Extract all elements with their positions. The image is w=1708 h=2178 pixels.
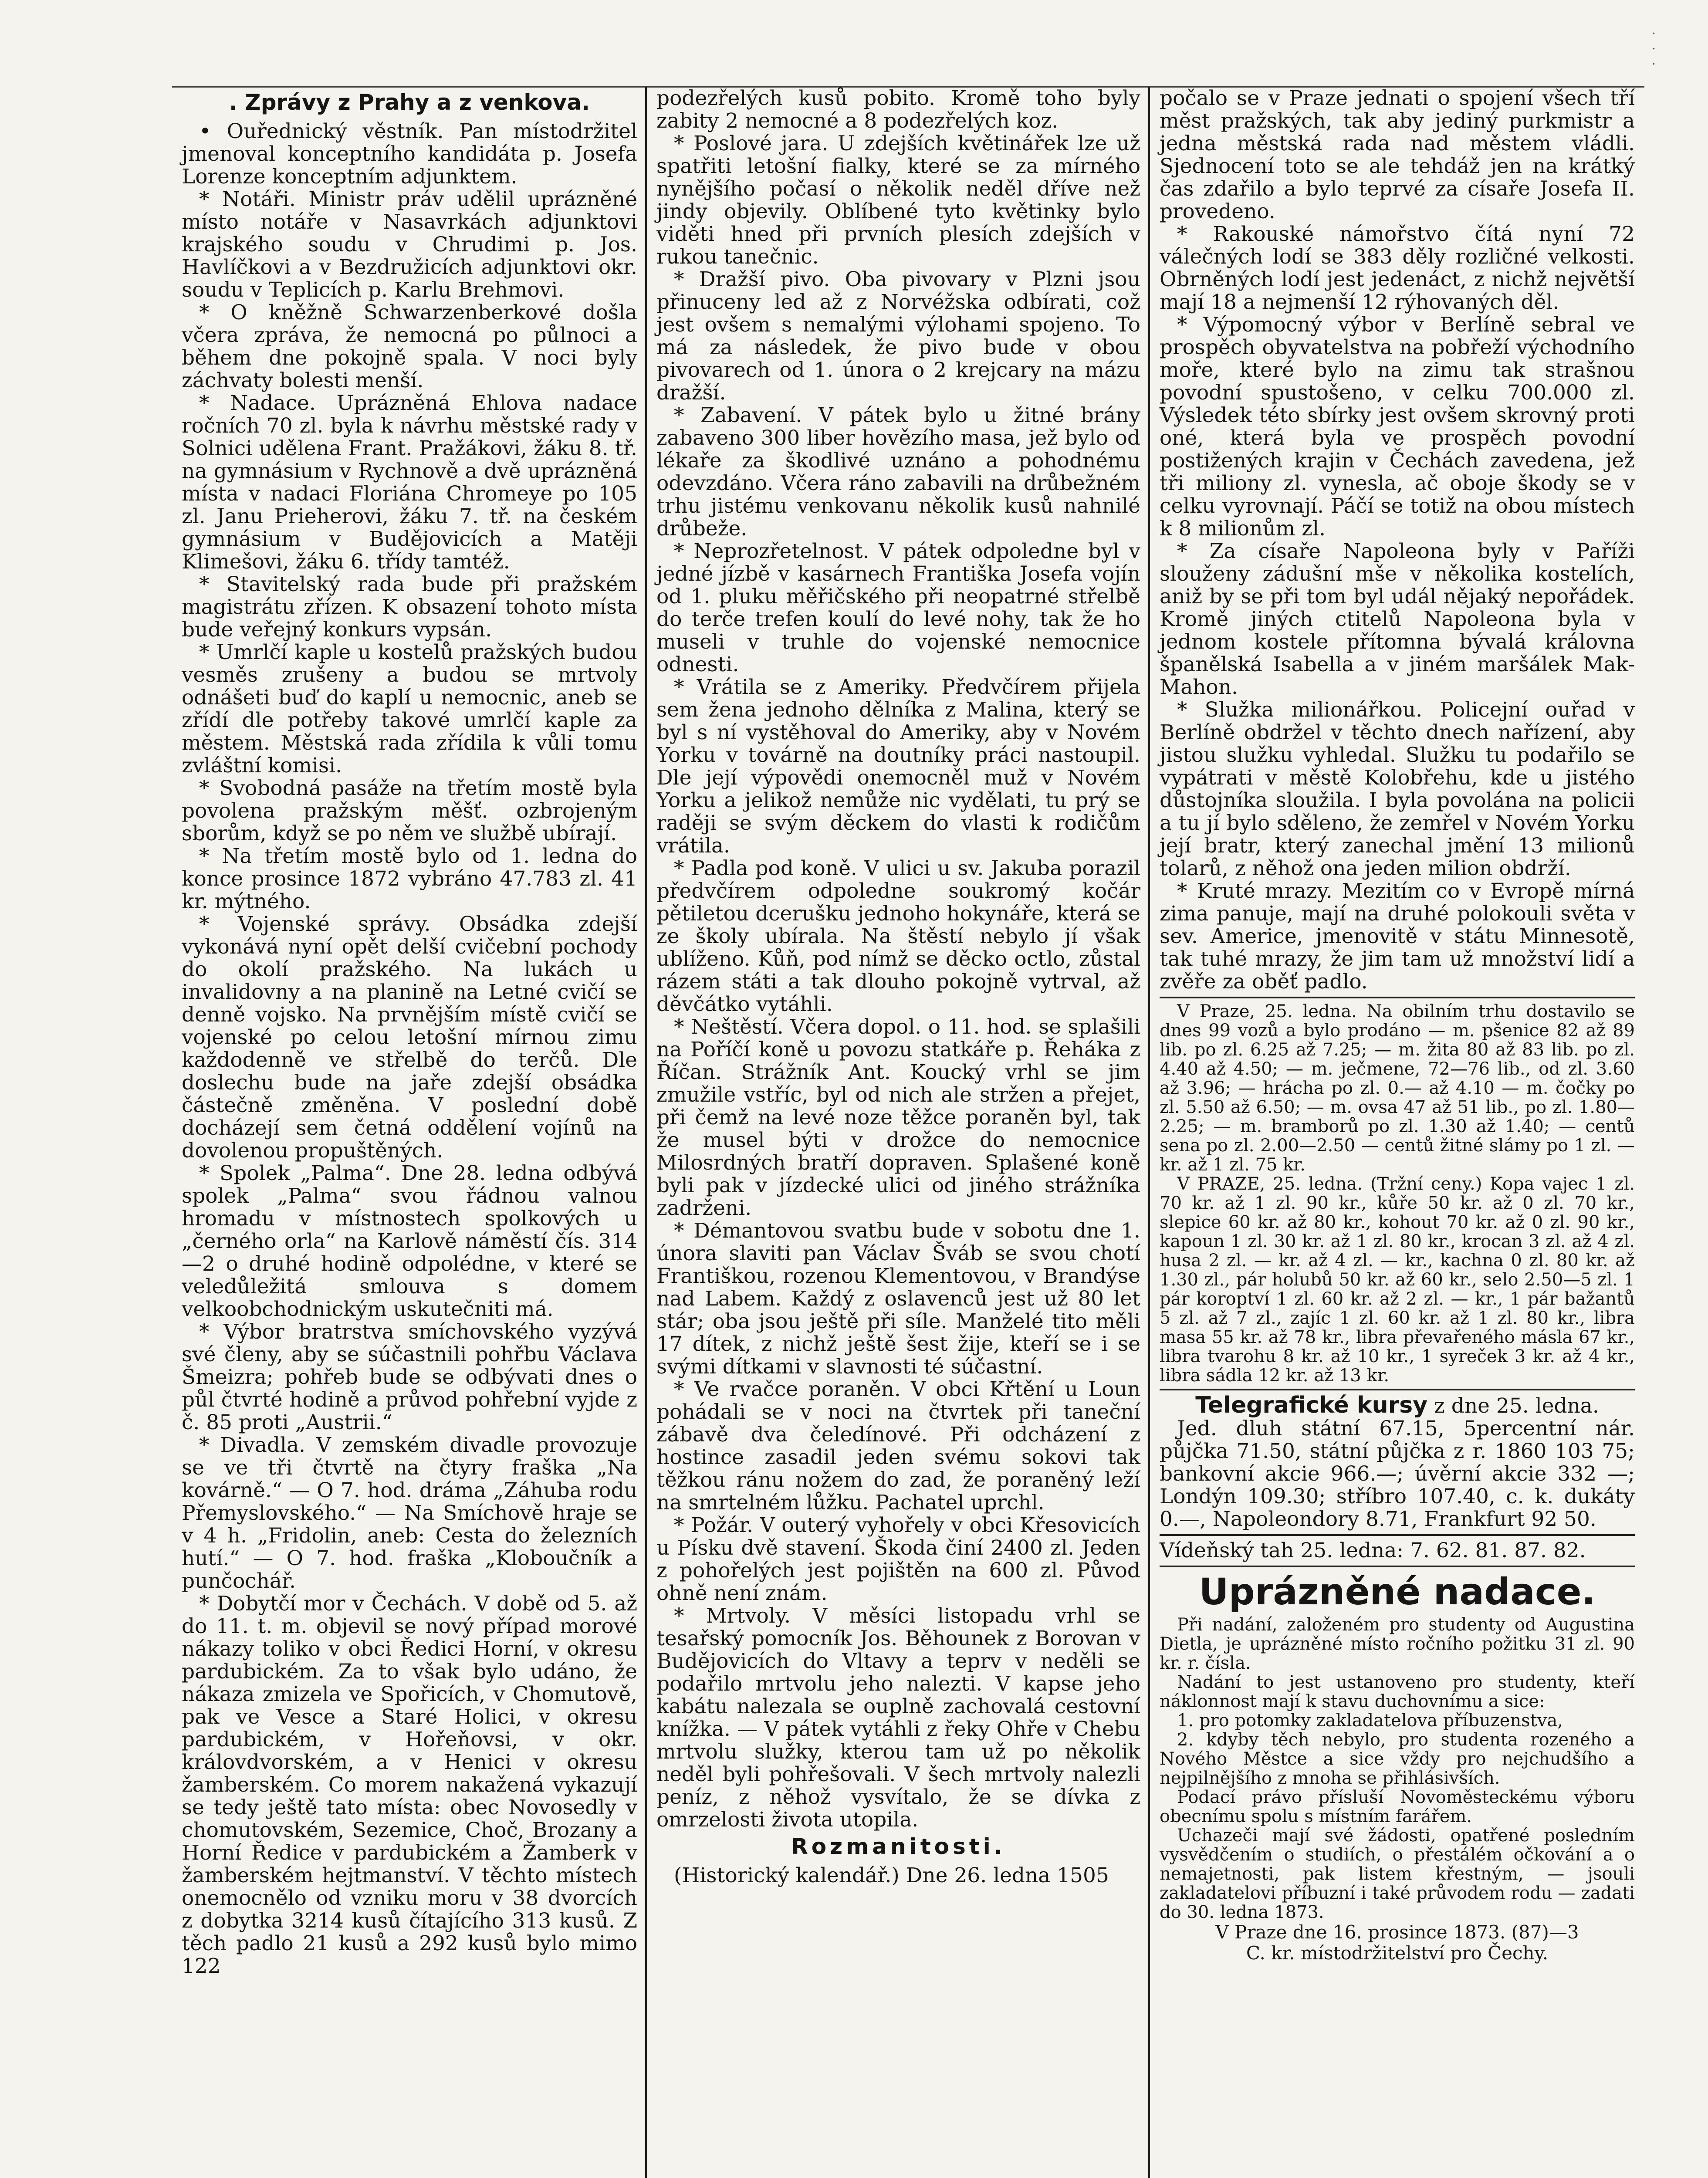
article-paragraph: * Ve rvačce poraněn. V obci Křtění u Loun pohádali se v noci na čtvrtek při taneční zábavě dva čeledínové. Při odcházení z hostince zasadil jeden svému sokovi tak těžkou ránu nožem do zad, že poraněný leží na smrtelném lůžku. Pachatel uprchl. [656, 1377, 1140, 1515]
article-paragraph: podezřelých kusů pobito. Kromě toho byly zabity 2 nemocné a 8 podezřelých koz. [656, 87, 1140, 133]
article-paragraph: * Výbor bratrstva smíchovského vyzývá své členy, aby se súčastnili pohřbu Václava Šmeizra; pohřeb bude se odbývati dnes o půl čtvrté hodině a průvod pohřební vyjde z č. 85 proti „Austrii.“ [182, 1320, 637, 1434]
market-report: V PRAZE, 25. ledna. (Tržní ceny.) Kopa vajec 1 zl. 70 kr. až 1 zl. 90 kr., kůře 50 kr. až 0 zl. 70 kr., slepice 60 kr. až 80 kr., kohout 70 kr. až 0 zl. 90 kr., kapoun 1 zl. 30 kr. až 1 zl. 80 kr., krocan 3 zl. až 4 zl. husa 2 zl. — kr. až 4 zl. — kr., kachna 0 zl. 80 kr. až 1.30 zl., pár holubů 50 kr. až 60 kr., selo 2.50—5 zl. 1 pár koroptví 1 zl. 60 kr. až 2 zl. — kr., 1 pár bažantů 5 zl. až 7 zl., zajíc 1 zl. 60 kr. až 1 zl. 80 kr., libra masa 55 kr. až 78 kr., libra převařeného másla 67 kr., libra tvarohu 8 kr. až 10 kr., 1 syreček 3 kr. až 4 kr., libra sádla 12 kr. až 13 kr. [1160, 1174, 1635, 1386]
article-paragraph: * Služka milionářkou. Policejní ouřad v Berlíně obdržel v těchto dnech nařízení, aby jistou služku vyhledal. Služku tu podařilo se vypátrati v městě Kolobřehu, kde u jistého důstojníka sloužila. I byla povolána na policii a tu jí bylo sděleno, že zemřel v Novém Yorku její bratr, který zanechal jmění 13 milionů tolarů, z něhož ona jeden milion obdrží. [1160, 698, 1635, 880]
article-paragraph: * Umrlčí kaple u kostelů pražských budou vesměs zrušeny a budou se mrtvoly odnášeti buď do kaplí u nemocnic, aneb se zřídí dle potřeby takové umrlčí kaple za městem. Městská rada zřídila k vůli tomu zvláštní komisi. [182, 640, 637, 778]
signature-date: V Praze dne 16. prosince 1873. [1215, 1921, 1506, 1943]
article-paragraph: * Rakouské námořstvo čítá nyní 72 válečných lodí se 383 děly rozličné velkosti. Obrněných lodí jest jedenáct, z nichž největší mají 18 a nejmenší 12 rýhovaných děl. [1160, 222, 1635, 314]
article-paragraph: * Stavitelský rada bude při pražském magistrátu zřízen. K obsazení tohoto místa bude veřejný konkurs vypsán. [182, 572, 637, 642]
article-paragraph: * Nadace. Uprázněná Ehlova nadace ročních 70 zl. byla k návrhu městské rady v Solnici udělena Frant. Pražákovi, žáku 8. tř. na gymnásium v Rychnově a dvě uprázněná místa v nadaci Floriána Chromeye po 105 zl. Janu Prieherovi, žáku 7. tř. na českém gymnásium v Budějovicích a Matěji Klimešovi, žáku 6. třídy tamtéž. [182, 391, 637, 574]
rozmanitosti-line: (Historický kalendář.) Dne 26. ledna 1505 [674, 1863, 1109, 1887]
article-paragraph: * Požár. V outerý vyhořely v obci Křesovicích u Písku dvě stavení. Škoda činí 2400 zl. Jeden z pohořelých jest pojištěn na 600 zl. Původ ohně není znám. [656, 1513, 1140, 1605]
signature-block [1160, 1922, 1635, 1964]
kursy-title-line [1160, 1394, 1635, 1417]
article-paragraph: * Neprozřetelnost. V pátek odpoledne byl v jedné jízbě v kasárnech Františka Josefa vojín od 1. pluku měřičského při neopatrné střelbě do terče trefen koulí do levé nohy, tak že ho museli v truhle do vojenské nemocnice odnesti. [656, 539, 1140, 676]
article-paragraph: * Na třetím mostě bylo od 1. ledna do konce prosince 1872 vybráno 47.783 zl. 41 kr. mýtného. [182, 844, 637, 913]
article-paragraph: * Spolek „Palma“. Dne 28. ledna odbývá spolek „Palma“ svou řádnou valnou hromadu v místnostech spolkových u „černého orla“ na Karlově náměstí čís. 314—2 o druhé hodině odpolédne, v které se veledůležitá smlouva s domem velkoobchodnickým uskutečniti má. [182, 1161, 637, 1321]
article-paragraph: * Neštěstí. Včera dopol. o 11. hod. se splašili na Poříčí koně u povozu statkáře p. Řeháka z Říčan. Strážník Ant. Koucký vrhl se jim zmužile vstříc, byl od nich ale stržen a přejet, při čemž na levé noze těžce poraněn byl, tak že musel býti v drožce do nemocnice Milosrdných bratří dopraven. Splašené koně byli pak v jízdecké ulici od jiného strážníka zadrženi. [656, 1015, 1140, 1220]
section-divider [1160, 1389, 1635, 1390]
column-1 [172, 87, 647, 2178]
article-paragraph: * O kněžně Schwarzenberkové došla včera zpráva, že nemocná po půlnoci a během dne pokojně spala. V noci byly záchvaty bolesti menší. [182, 301, 637, 392]
kursy-date: z dne 25. ledna. [1434, 1394, 1599, 1418]
article-paragraph: * Vojenské správy. Obsádka zdejší vykonává nyní opět delší cvičební pochody do okolí pražského. Na lukách u invalidovny a na planině na Letné cvičí se denně vojsko. Na prvnějším místě cvičí se vojenské po celou letošní mírnou zimu každodenně ve střelbě do terčů. Dle doslechu bude na jaře zdejší obsádka částečně změněna. V poslední době docházejí sem četná oddělení vojínů na dovolenou propuštěných. [182, 912, 637, 1163]
column-2 [647, 87, 1150, 2178]
kursy-heading: Telegrafické kursy [1195, 1392, 1428, 1418]
section-divider [1160, 997, 1635, 998]
nadace-paragraph: Nadání to jest ustanoveno pro studenty, kteří náklonnost mají k stavu duchovnímu a sice: [1160, 1672, 1635, 1711]
nadace-paragraph: Uchazeči mají své žádosti, opatřené posledním vysvědčením o studiích, o přestálém očkování a o nemajetnosti, pak listem křestným, — jsouli zakladatelovi příbuzní i také průvodem rodu — zadati do 30. ledna 1873. [1160, 1826, 1635, 1922]
nadace-paragraph: 2. kdyby těch nebylo, pro studenta rozeného a Nového Městce a sice vždy pro nejchudšího a nejpilnějšího z mnoha se přihlásivších. [1160, 1730, 1635, 1788]
article-paragraph: * Poslové jara. U zdejších květinářek lze už spatřiti letošní fialky, které se za mírného nynějšího počasí o několik neděl dříve než jindy objevily. Oblíbené tyto květinky bylo viděti hned při prvních plesích zdejších v rukou tanečnic. [656, 132, 1140, 269]
article-paragraph: * Svobodná pasáže na třetím mostě byla povolena pražským měšť. ozbrojeným sborům, když se po něm ve službě ubírají. [182, 776, 637, 845]
article-paragraph: * Zabavení. V pátek bylo u žitné brány zabaveno 300 liber hovězího masa, jež bylo od lékaře za škodlivé uznáno a pohodnému odevzdáno. Včera ráno zabavili na drůbežném trhu jistému venkovanu několik kusů nahnilé drůbeže. [656, 403, 1140, 541]
page-edge-marks: · · · [1651, 26, 1656, 72]
nadace-heading: Uprázněné nadace. [1199, 1570, 1596, 1613]
article-paragraph: * Padla pod koně. V ulici u sv. Jakuba porazil předvčírem odpoledne soukromý kočár pětiletou dcerušku jednoho hokynáře, která se ze školy ubírala. Na štěstí nebylo jí však ublíženo. Kůň, pod nímž se děcko octlo, zůstal rázem státi a tak dlouho pokojně vytrval, až děvčátko vytáhli. [656, 856, 1140, 1016]
rozmanitosti-heading: Rozmanitosti. [791, 1834, 1006, 1859]
article-paragraph: * Dobytčí mor v Čechách. V době od 5. až do 11. t. m. objevil se nový případ morové nákazy toliko v obci Ředici Horní, v okresu pardubickém. Za to však bylo udáno, že nákaza zmizela ve Spořicích, v Chomutově, pak ve Vesce a Staré Holici, v okresu pardubickém, v Hořeňovsi, v okr. královdvorském, a v Henici v okresu žamberském. Co morem nakažená vykazují se tedy ještě tato místa: obec Novosedly v chomutovském, Sezemice, Choč, Brozany a Horní Ředice v pardubickém a Žamberk v žamberském hejtmanství. V těchto místech onemocnělo od vzniku moru v 38 dvorcích z dobytka 3214 kusů čítajícího 313 kusů. Z těch padlo 21 kusů a 292 kusů bylo mimo 122 [182, 1592, 637, 1978]
article-paragraph: * Divadla. V zemském divadle provozuje se ve tři čtvrtě na čtyry fraška „Na kovárně.“ — O 7. hod. dráma „Záhuba rodu Přemyslovského.“ — Na Smíchově hraje se v 4 h. „Fridolin, aneb: Cesta do železních hutí.“ — O 7. hod. fraška „Kloboučník a punčochář. [182, 1433, 637, 1593]
article-paragraph: * Notáři. Ministr práv udělil uprázněné místo notáře v Nasavrkách adjunktovi krajského soudu v Chrudimi p. Jos. Havlíčkovi a v Bezdružicích adjunktovi okr. soudu v Teplicích p. Karlu Brehmovi. [182, 187, 637, 302]
article-paragraph: * Dražší pivo. Oba pivovary v Plzni jsou přinuceny led až z Norvéžska odbírati, což jest ovšem s nemalými výlohami spojeno. To má za následek, že pivo bude v obou pivovarech od 1. února o 2 krejcary na mázu dražší. [656, 267, 1140, 405]
article-paragraph: * Za císaře Napoleona byly v Paříži slouženy zádušní mše v několika kostelích, aniž by se při tom byl udál nějaký nepořádek. Kromě jiných ctitelů Napoleona byla v jednom kostele přítomna bývalá královna španělská Isabella a v jiném maršálek Mak-Mahon. [1160, 539, 1635, 699]
column-3 [1150, 87, 1644, 2178]
article-paragraph: * Mrtvoly. V měsíci listopadu vrhl se tesařský pomocník Jos. Běhounek z Borovan v Budějovicích do Vltavy a teprv v neděli se podařilo mrtvolu jeho nalezti. V kapse jeho kabátu nalezala se ouplně zachovalá cestovní knížka. — V pátek vytáhli z řeky Ohře v Chebu mrtvolu služky, kterou tam už po několik neděl byli pohřešovali. V šech mrtvoly nalezli peníz, z něhož vysvítalo, že se dívka z omrzelosti života utopila. [656, 1604, 1140, 1832]
signature-office: C. kr. místodržitelství pro Čechy. [1246, 1942, 1549, 1964]
nadace-paragraph: Podací právo přísluší Novoměsteckému výboru obecnímu spolu s místním farářem. [1160, 1787, 1635, 1826]
signature-code: (87)—3 [1511, 1921, 1579, 1943]
lottery-draw: Vídeňský tah 25. ledna: 7. 62. 81. 87. 82. [1160, 1539, 1586, 1562]
section-divider [1160, 1566, 1635, 1567]
article-paragraph: • Ouřednický věstník. Pan místodržitel jmenoval konceptního kandidáta p. Josefa Lorenze konceptním adjunktem. [182, 119, 637, 189]
article-paragraph: * Vrátila se z Ameriky. Předvčírem přijela sem žena jednoho dělníka z Malina, který se byl s ní vystěhoval do Ameriky, aby v Novém Yorku v továrně na doutníky práci nastoupil. Dle její výpovědi onemocněl muž v Novém Yorku a jelikož nemůže nic vydělati, tu prý se raději se svým děckem do vlasti k rodičům vrátila. [656, 675, 1140, 858]
kursy-text: Jed. dluh státní 67.15, 5percentní nár. půjčka 71.50, státní půjčka z r. 1860 103 75; bankovní akcie 966.—; úvěrní akcie 332 —; Londýn 109.30; stříbro 107.40, c. k. dukáty 0.—, Napoleondory 8.71, Frankfurt 92 50. [1160, 1417, 1635, 1531]
article-paragraph: * Démantovou svatbu bude v sobotu dne 1. února slaviti pan Václav Šváb se svou chotí Františkou, rozenou Klementovou, v Brandýse nad Labem. Každý z oslavenců jest už 80 let stár; oba jsou ještě při síle. Manželé tito měli 17 dítek, z nichž ještě šest žije, kteří se i se svými dítkami v slavnosti té súčastní. [656, 1219, 1140, 1379]
nadace-paragraph: 1. pro potomky zakladatelova příbuzenstva, [1177, 1711, 1563, 1731]
section-divider [1160, 1534, 1635, 1536]
market-report: V Praze, 25. ledna. Na obilním trhu dostavilo se dnes 99 vozů a bylo prodáno — m. pšenice 82 až 89 lib. po zl. 6.25 až 7.25; — m. žita 80 až 83 lib. po zl. 4.40 až 4.50; — m. ječmene, 72—76 lib., od zl. 3.60 až 3.96; — hrácha po zl. 0.— až 4.10 — m. čočky po zl. 5.50 až 6.50; — m. ovsa 47 až 51 lib., po zl. 1.80—2.25; — m. bramborů po zl. 1.30 až 1.40; — centů sena po zl. 2.00—2.50 — centů žitné slámy po 1 zl. — kr. až 1 zl. 75 kr. [1160, 1001, 1635, 1175]
section-heading: . Zprávy z Prahy a z venkova. [229, 90, 590, 115]
article-paragraph: * Kruté mrazy. Mezitím co v Evropě mírná zima panuje, mají na druhé polokouli světa v sev. Americe, jmenovitě v státu Minnesotě, tak tuhé mrazy, že jim tam už množství lidí a zvěře za oběť padlo. [1160, 879, 1635, 994]
nadace-paragraph: Při nadání, založeném pro studenty od Augustina Dietla, je uprázněné místo ročního požitku 31 zl. 90 kr. r. čísla. [1160, 1615, 1635, 1673]
article-paragraph: * Výpomocný výbor v Berlíně sebral ve prospěch obyvatelstva na pobřeží východního moře, které bylo na zimu tak strašnou povodní spustošeno, v celku 700.000 zl. Výsledek této sbírky jest ovšem skrovný proti oné, která byla ve prospěch povodní postižených krajin v Čechách zavedena, jež tři miliony zl. vynesla, ač oboje škody se v celku vyrovnají. Páčí se totiž na obou místech k 8 milionům zl. [1160, 313, 1635, 541]
article-paragraph: počalo se v Praze jednati o spojení všech tří měst pražských, tak aby jediný purkmistr a jedna městská rada nad městem vládli. Sjednocení toto se ale tehdáž jen na krátký čas zdařilo a bylo teprvé za císaře Josefa II. provedeno. [1160, 87, 1635, 223]
